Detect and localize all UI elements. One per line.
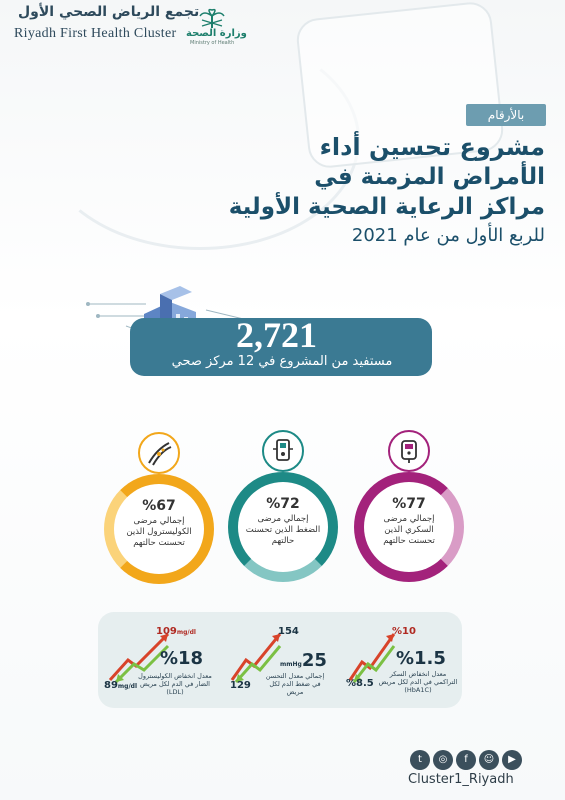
hba1c-after: %8.5 [346,678,374,689]
beneficiaries-label: مستفيد من المشروع في 12 مركز صحي [171,354,393,369]
bp-before: 154 [278,626,299,637]
cluster-name-english: Riyadh First Health Cluster [14,26,177,41]
main-title [125,132,545,250]
bp-percent: %72 [266,496,300,512]
beneficiaries-number: 2,721 [236,315,317,355]
moh-name-arabic: وزارة الصحة [186,28,247,39]
twitter-icon[interactable]: t [410,750,430,770]
hba1c-reduction: %1.5 [396,648,446,669]
blood-vessel-icon [145,439,173,467]
moh-palm-emblem-icon [196,8,228,30]
ldl-reduction: %18 [160,648,204,669]
ldl-description: معدل انخفاض الكوليسترول الضار في الدم لكل مريض (LDL) [138,672,212,696]
cholesterol-label: إجمالي مرضى الكوليسترول الذين تحسنت حالتهم [126,516,192,548]
cluster-name-arabic: تجمع الرياض الصحي الأول [18,4,200,20]
snapchat-icon[interactable]: ☺ [479,750,499,770]
title-line-1: مشروع تحسين أداء [319,133,545,161]
social-icons [410,750,522,770]
youtube-icon[interactable]: ▶ [502,750,522,770]
bp-icon-circle [262,430,304,472]
bp-improvement: mmHg25 [280,650,327,671]
moh-name-english: Ministry of Health [190,40,235,46]
title-line-3: مراكز الرعاية الصحية الأولية [228,194,545,220]
diabetes-label: إجمالي مرضى السكري الذين تحسنت حالتهم [383,514,435,546]
diabetes-percent: %77 [392,496,426,512]
social-handle[interactable]: Cluster1_Riyadh [408,772,514,787]
ldl-before: 109mg/dl [156,626,196,637]
instagram-icon[interactable]: ◎ [433,750,453,770]
bp-label: إجمالي مرضى الضغط الذين تحسنت حالتهم [245,514,321,546]
cholesterol-percent: %67 [142,498,176,514]
title-line-4: للربع الأول من عام 2021 [351,225,545,246]
title-line-2: الأمراض المزمنة في [314,164,545,190]
cholesterol-icon-circle [138,432,180,474]
facebook-icon[interactable]: f [456,750,476,770]
diabetes-icon-circle [388,430,430,472]
blood-pressure-monitor-icon [269,437,297,465]
glucose-meter-icon [395,437,423,465]
hba1c-before: %10 [392,626,416,637]
bp-after: 129 [230,680,251,691]
bp-description: إجمالي معدل التحسن في ضغط الدم لكل مريض [265,672,325,696]
hba1c-description: معدل انخفاض السكر التراكمي في الدم لكل مريض (HbA1C) [378,670,458,694]
numbers-tag: بالأرقام [466,104,546,126]
ldl-after: 89mg/dl [104,680,138,691]
